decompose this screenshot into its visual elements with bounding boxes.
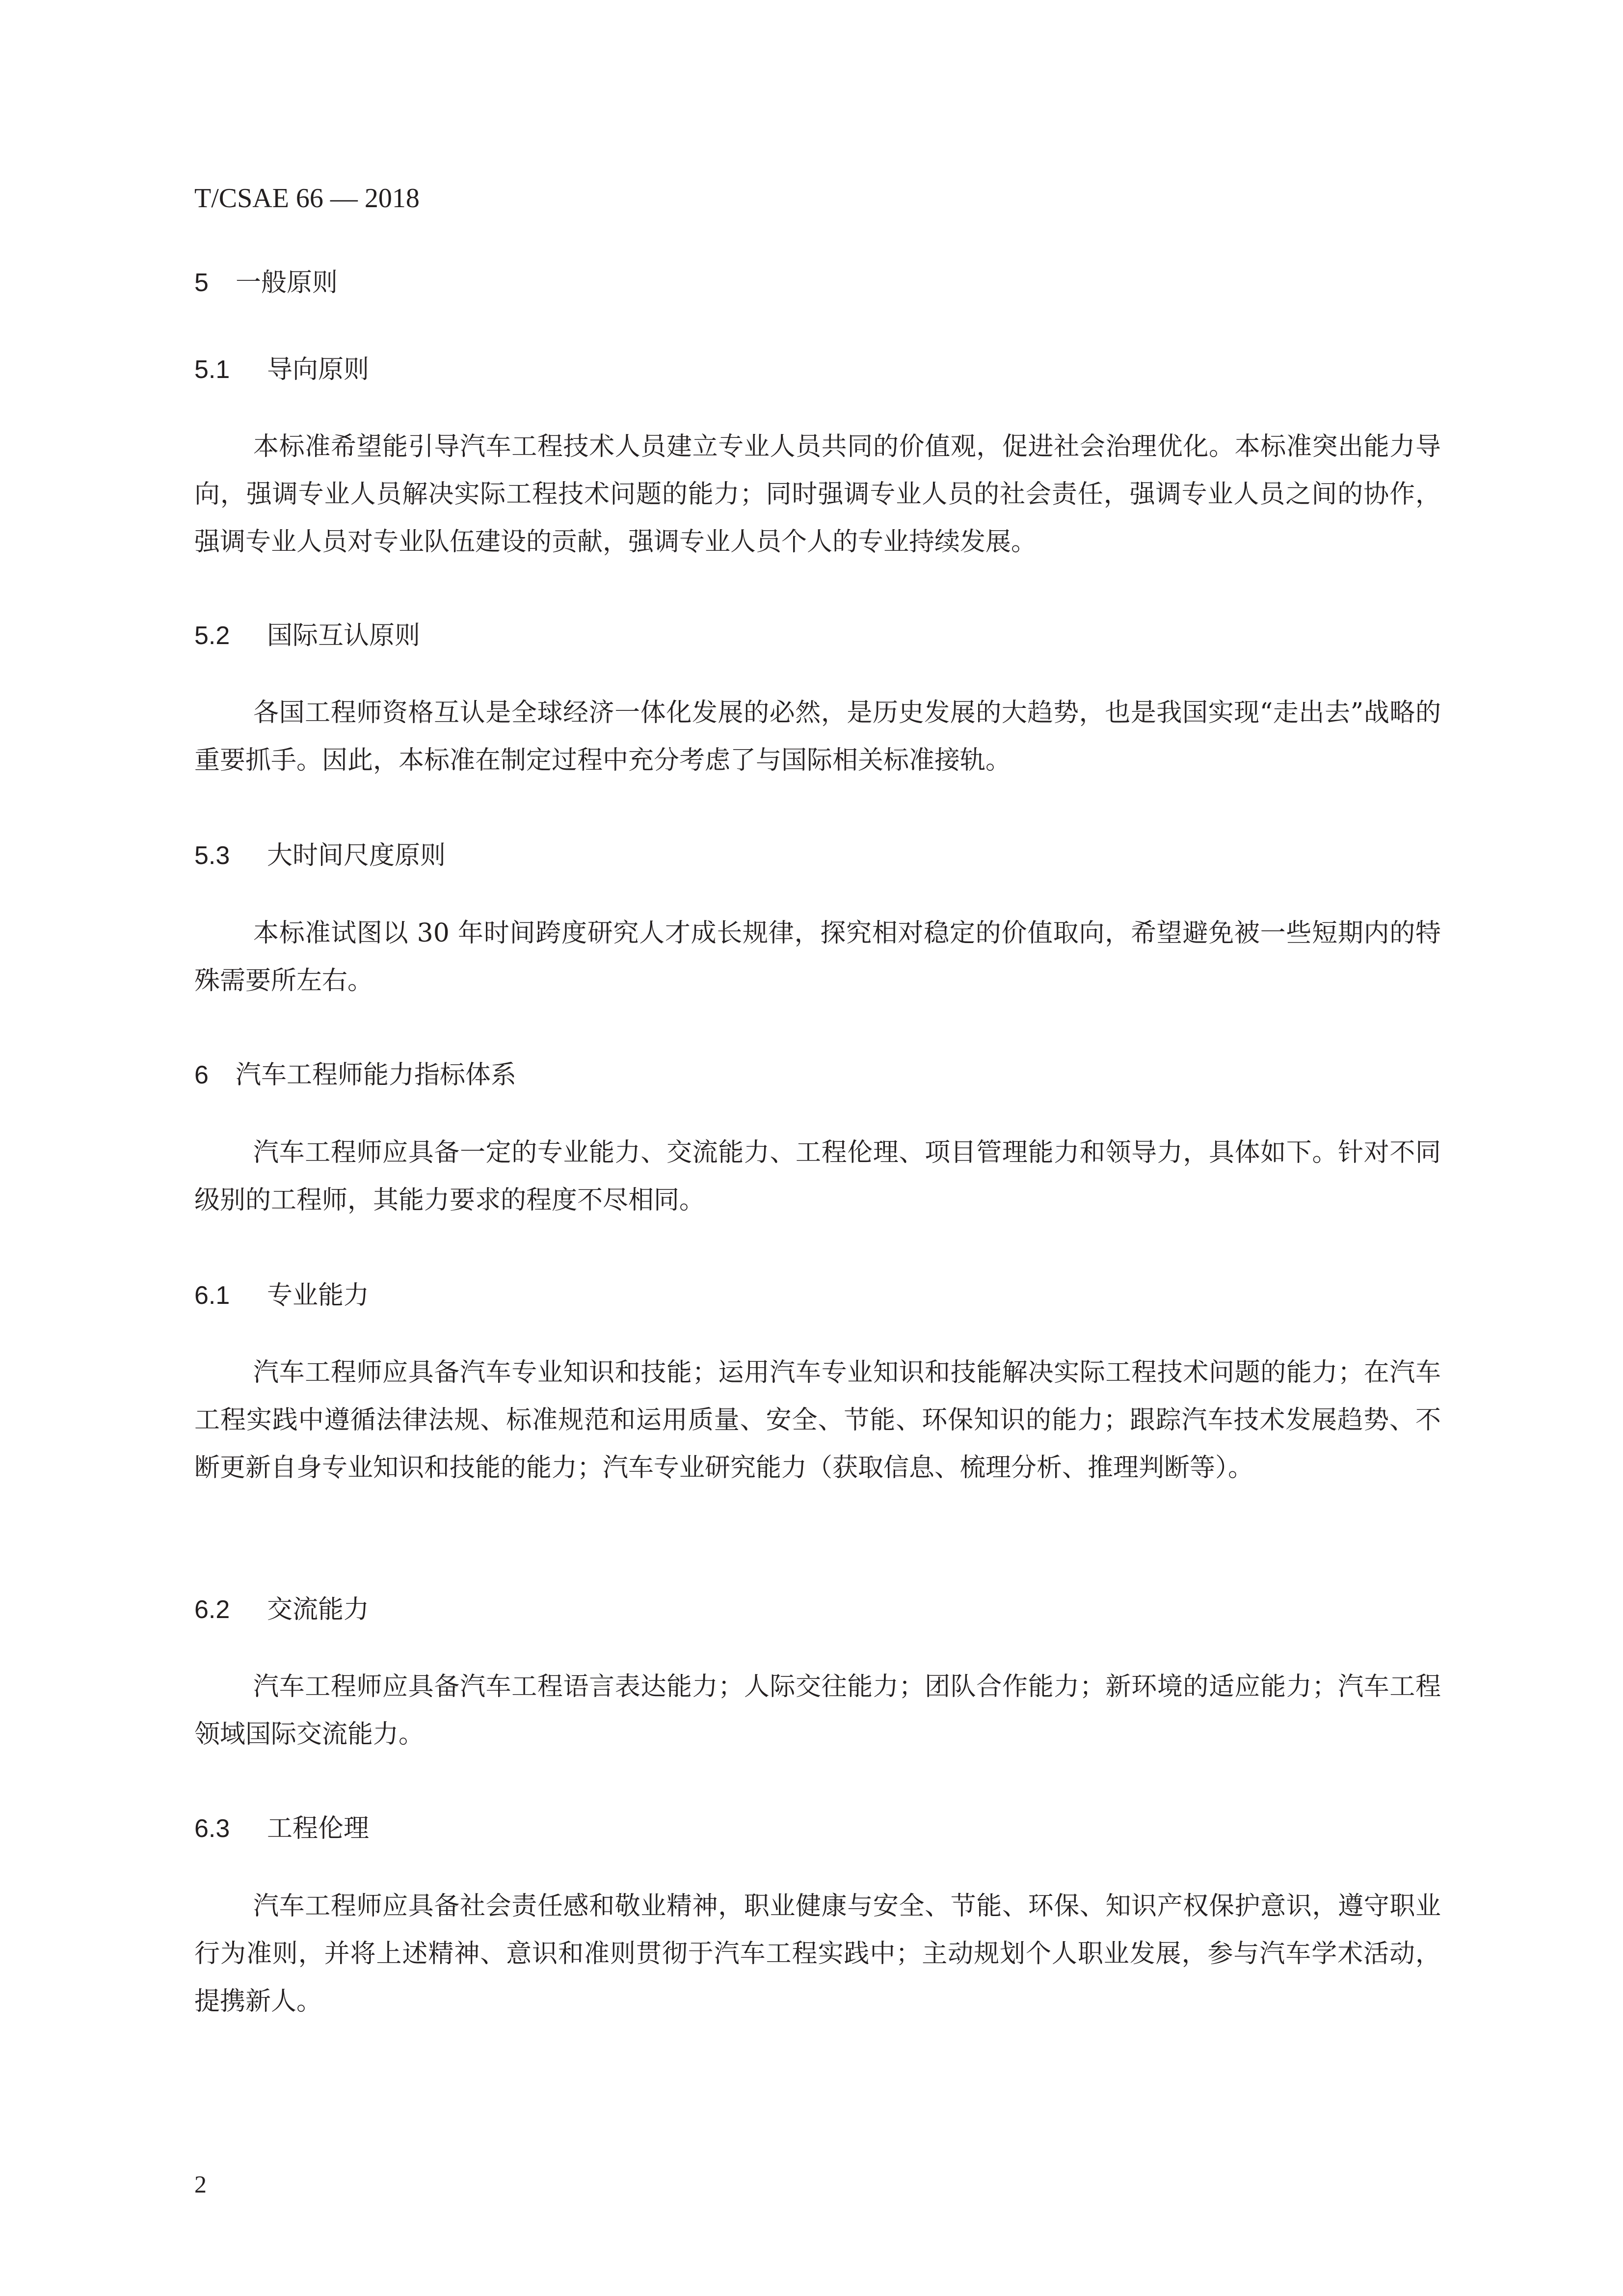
section-number: 5.1 xyxy=(194,355,230,384)
section-paragraph-5-2: 各国工程师资格互认是全球经济一体化发展的必然，是历史发展的大趋势，也是我国实现“走出去”战略的重要抓手。因此，本标准在制定过程中充分考虑了与国际相关标准接轨。 xyxy=(194,698,1441,775)
section-title: 专业能力 xyxy=(267,1281,370,1310)
section-paragraph-6: 汽车工程师应具备一定的专业能力、交流能力、工程伦理、项目管理能力和领导力，具体如下。针对不同级别的工程师，其能力要求的程度不尽相同。 xyxy=(194,1138,1441,1215)
section-number: 6 xyxy=(194,1061,209,1089)
section-number: 5 xyxy=(194,269,209,297)
section-number: 5.2 xyxy=(194,621,230,650)
section-paragraph-6-3: 汽车工程师应具备社会责任感和敬业精神，职业健康与安全、节能、环保、知识产权保护意识，遵守职业行为准则，并将上述精神、意识和准则贯彻于汽车工程实践中；主动规划个人职业发展，参与汽车学术活动，提携新人。 xyxy=(194,1891,1441,2016)
section-heading-6-3 xyxy=(194,1808,369,1844)
section-paragraph-5-1: 本标准希望能引导汽车工程技术人员建立专业人员共同的价值观，促进社会治理优化。本标准突出能力导向，强调专业人员解决实际工程技术问题的能力；同时强调专业人员的社会责任，强调专业人员之间的协作，强调专业人员对专业队伍建设的贡献，强调专业人员个人的专业持续发展。 xyxy=(194,432,1441,557)
section-title: 交流能力 xyxy=(267,1595,370,1624)
section-heading-6 xyxy=(194,1054,516,1091)
section-number: 6.1 xyxy=(194,1281,230,1310)
page-number: 2 xyxy=(194,2170,207,2198)
section-title: 工程伦理 xyxy=(267,1814,370,1843)
section-heading-5 xyxy=(194,262,338,298)
section-number: 6.2 xyxy=(194,1595,230,1624)
section-heading-5-3 xyxy=(194,835,446,871)
section-heading-6-2 xyxy=(194,1589,369,1625)
document-code: T/CSAE 66 — 2018 xyxy=(194,183,420,214)
section-number: 6.3 xyxy=(194,1814,230,1843)
section-title: 国际互认原则 xyxy=(267,621,421,650)
section-title: 大时间尺度原则 xyxy=(267,841,446,870)
section-title: 一般原则 xyxy=(236,268,338,297)
section-heading-5-1 xyxy=(194,349,369,385)
section-paragraph-6-2: 汽车工程师应具备汽车工程语言表达能力；人际交往能力；团队合作能力；新环境的适应能力；汽车工程领域国际交流能力。 xyxy=(194,1672,1441,1749)
section-title: 汽车工程师能力指标体系 xyxy=(236,1060,517,1090)
section-heading-6-1 xyxy=(194,1274,369,1311)
section-paragraph-6-1: 汽车工程师应具备汽车专业知识和技能；运用汽车专业知识和技能解决实际工程技术问题的能力；在汽车工程实践中遵循法律法规、标准规范和运用质量、安全、节能、环保知识的能力；跟踪汽车技术发展趋势、不断更新自身专业知识和技能的能力；汽车专业研究能力（获取信息、梳理分析、推理判断等）。 xyxy=(194,1358,1441,1483)
section-paragraph-5-3: 本标准试图以 30 年时间跨度研究人才成长规律，探究相对稳定的价值取向，希望避免被一些短期内的特殊需要所左右。 xyxy=(194,918,1441,996)
section-title: 导向原则 xyxy=(267,355,370,384)
section-heading-5-2 xyxy=(194,615,420,651)
section-number: 5.3 xyxy=(194,841,230,870)
